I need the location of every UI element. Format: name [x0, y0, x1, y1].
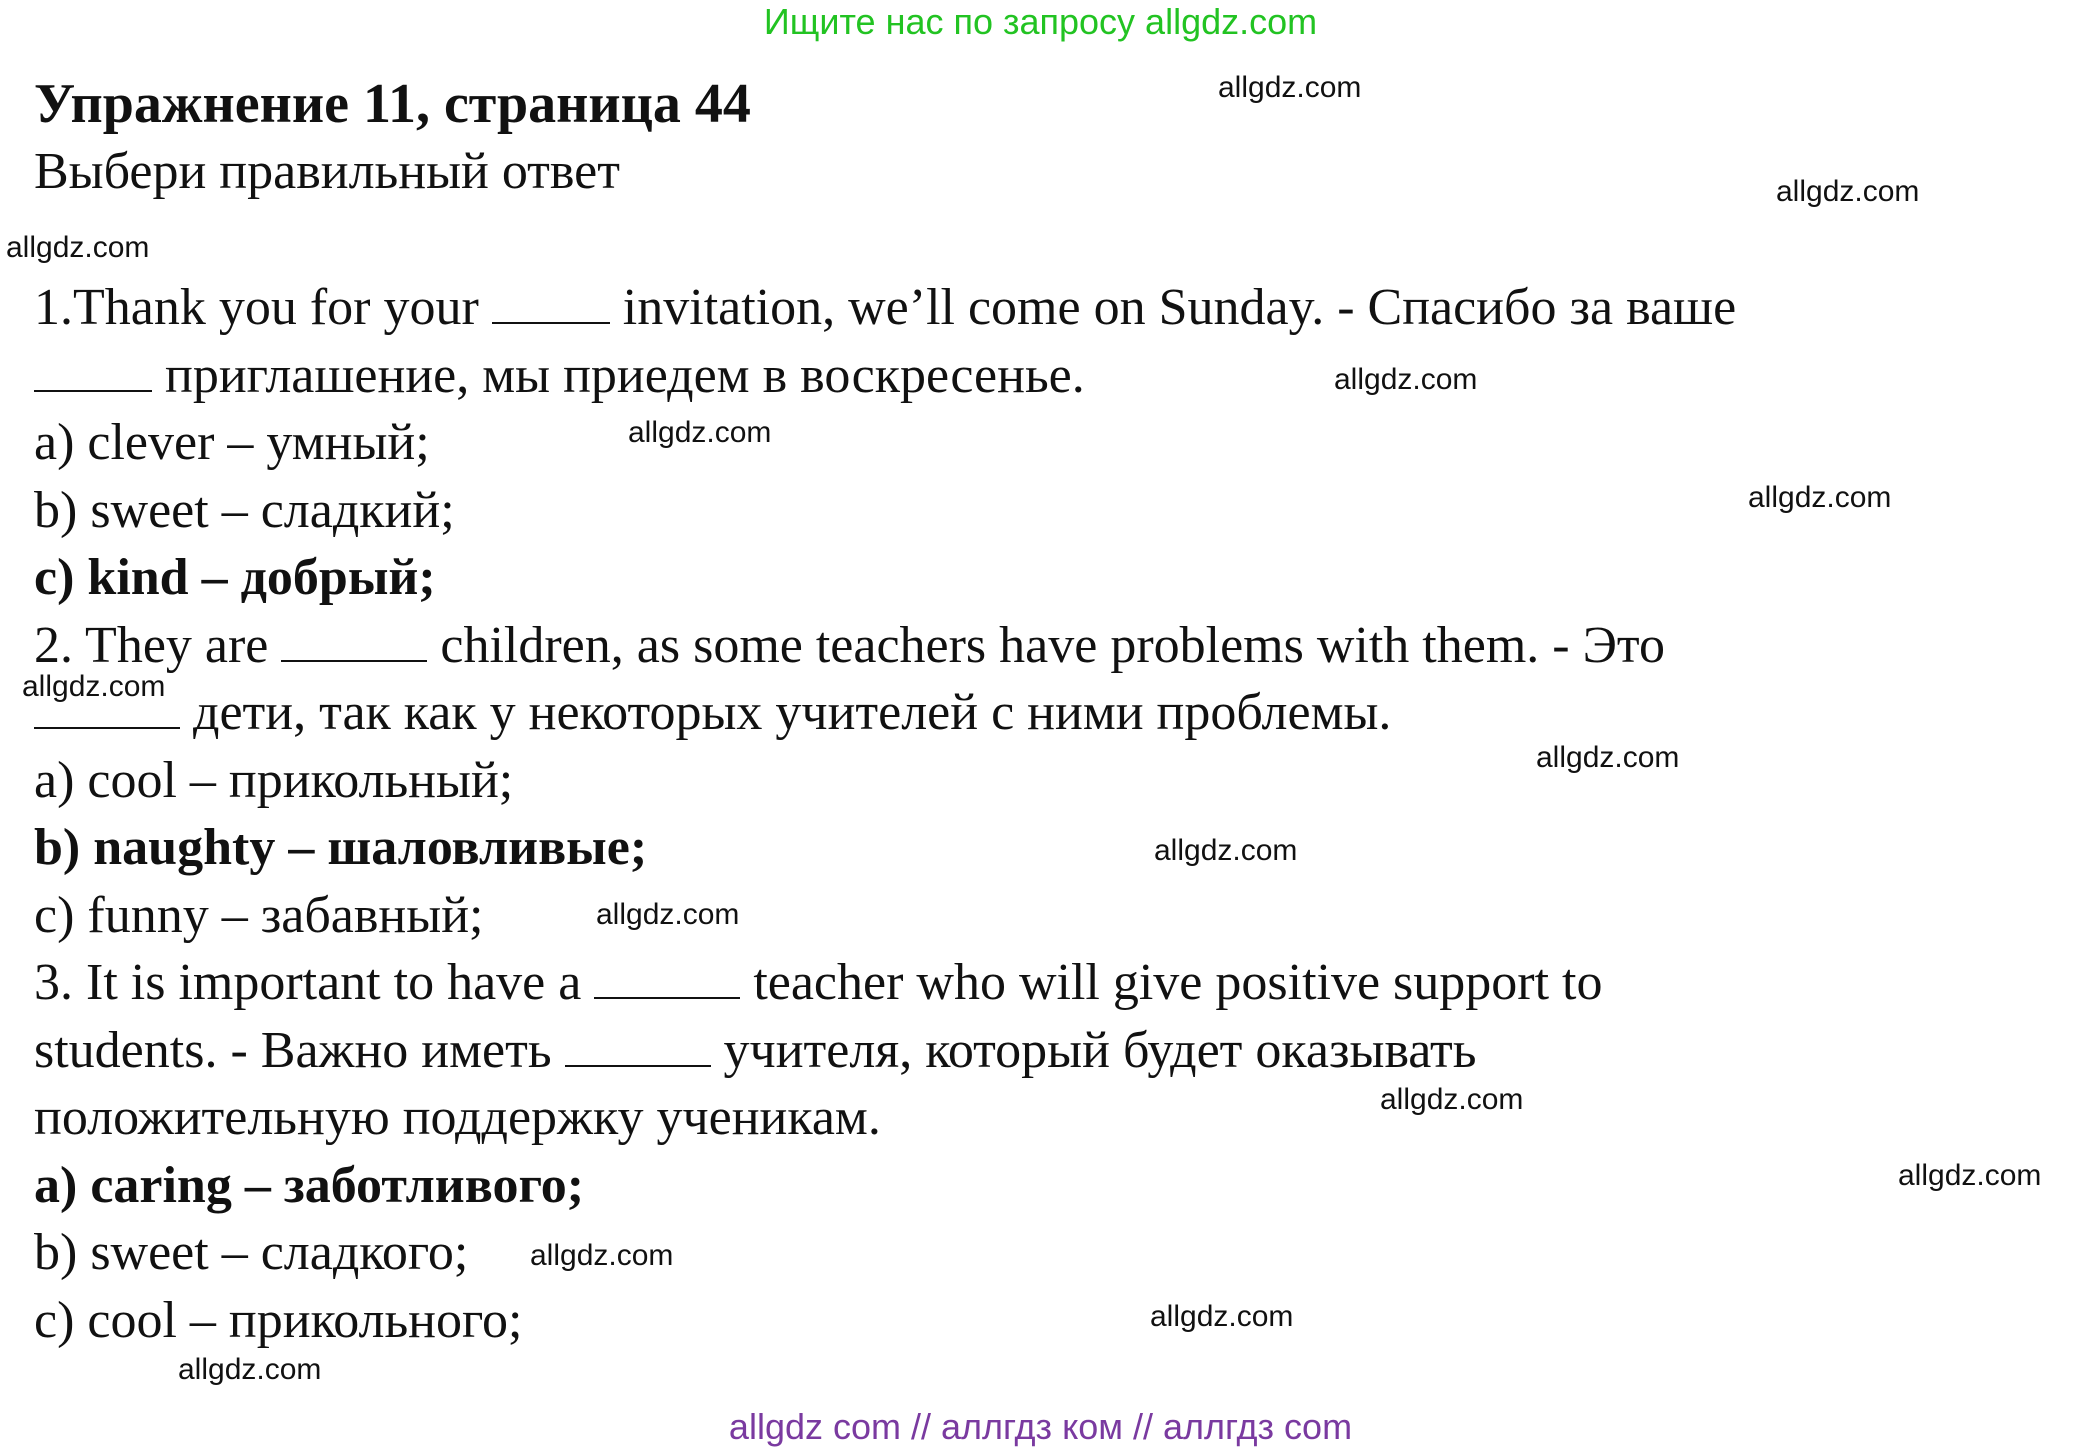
footer-links: allgdz com // аллгдз ком // аллгдз com	[728, 1406, 1353, 1447]
watermark: allgdz.com	[1334, 363, 1478, 396]
question-1-option-c-correct: c) kind – добрый;	[34, 549, 436, 606]
question-3-line-2: students. - Важно иметь учителя, который будет оказывать	[34, 1021, 1477, 1079]
watermark: allgdz.com	[22, 670, 166, 703]
watermark: allgdz.com	[1898, 1159, 2042, 1192]
exercise-instruction: Выбери правильный ответ	[34, 143, 620, 200]
question-2-option-c: c) funny – забавный;	[34, 886, 484, 944]
question-1-line-1: 1.Thank you for your invitation, we’ll come on Sunday. - Спасибо за ваше	[34, 279, 1737, 336]
answer-blank	[594, 953, 740, 999]
question-2-line-1: 2. They are children, as some teachers have problems with them. - Это	[34, 616, 1665, 674]
question-3-option-b: b) sweet – сладкого;	[34, 1224, 469, 1281]
watermark: allgdz.com	[178, 1353, 322, 1386]
question-3-option-a-correct: a) caring – заботливого;	[34, 1156, 585, 1214]
question-3-line-1: 3. It is important to have a teacher who will give positive support to	[34, 954, 1603, 1011]
watermark: allgdz.com	[596, 898, 740, 931]
watermark: allgdz.com	[1776, 175, 1920, 208]
question-1-option-a: a) clever – умный;	[34, 414, 430, 471]
question-2-option-b-correct: b) naughty – шаловливые;	[34, 819, 648, 876]
answer-blank	[492, 278, 610, 324]
question-1-line-2: приглашение, мы приедем в воскресенье.	[34, 342, 1990, 410]
question-2-option-a: a) cool – прикольный;	[34, 751, 514, 809]
watermark: allgdz.com	[1150, 1300, 1294, 1333]
watermark: allgdz.com	[628, 416, 772, 449]
exercise-content	[34, 70, 1990, 1354]
answer-blank	[281, 616, 427, 662]
watermark: allgdz.com	[1218, 71, 1362, 104]
search-banner: Ищите нас по запросу allgdz.com	[763, 1, 1318, 42]
watermark: allgdz.com	[6, 231, 150, 264]
exercise-title: Упражнение 11, страница 44	[34, 73, 751, 135]
answer-blank	[565, 1021, 711, 1067]
watermark: allgdz.com	[1536, 741, 1680, 774]
watermark: allgdz.com	[530, 1239, 674, 1272]
question-3-option-c: c) cool – прикольного;	[34, 1291, 523, 1349]
question-3-line-3: положительную поддержку ученикам.	[34, 1089, 881, 1146]
question-1-option-b: b) sweet – сладкий;	[34, 481, 455, 539]
watermark: allgdz.com	[1154, 834, 1298, 867]
answer-blank	[34, 346, 152, 392]
question-2-line-2: дети, так как у некоторых учителей с ними проблемы.	[34, 679, 1990, 747]
watermark: allgdz.com	[1380, 1083, 1524, 1116]
watermark: allgdz.com	[1748, 481, 1892, 514]
